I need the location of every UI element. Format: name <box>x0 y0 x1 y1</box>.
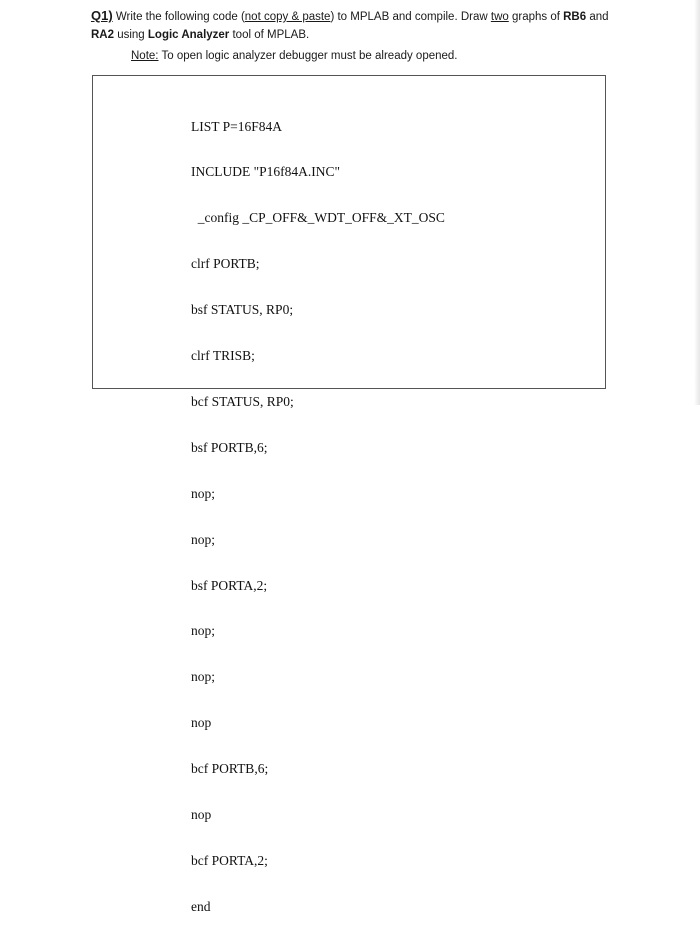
code-line: INCLUDE "P16f84A.INC" <box>191 164 341 180</box>
code-line: clrf TRISB; <box>191 348 255 364</box>
question-part-2: ) to MPLAB and compile. Draw <box>330 11 491 23</box>
code-line: LIST P=16F84A <box>191 118 283 134</box>
code-line: nop; <box>191 669 216 685</box>
code-line: nop; <box>191 485 216 501</box>
note-body: To open logic analyzer debugger must be already opened. <box>158 50 458 62</box>
code-line: end <box>191 898 211 914</box>
question-part-4: and <box>586 11 609 23</box>
code-box <box>92 75 606 914</box>
code-line: bcf PORTB,6; <box>191 761 269 777</box>
question-part-3: graphs of <box>508 11 564 23</box>
code-line: nop; <box>191 623 216 639</box>
question-part-1: Write the following code ( <box>112 11 245 23</box>
ra2-label: RA2 <box>91 29 115 41</box>
note-text <box>131 48 458 64</box>
code-line: bsf STATUS, RP0; <box>191 302 294 318</box>
note-label: Note: <box>131 50 159 62</box>
not-copy-phrase: not copy & paste <box>244 11 331 23</box>
code-line: bcf STATUS, RP0; <box>191 393 294 409</box>
code-line: _config _CP_OFF&_WDT_OFF&_XT_OSC <box>191 210 445 226</box>
question-number: Q1) <box>91 8 113 23</box>
code-line: bsf PORTA,2; <box>191 577 268 593</box>
code-line: nop; <box>191 531 216 547</box>
question-part-5: using <box>114 29 148 41</box>
code-line: bsf PORTB,6; <box>191 439 268 455</box>
code-line: clrf PORTB; <box>191 256 260 272</box>
code-line: bcf PORTA,2; <box>191 852 268 868</box>
code-line: nop <box>191 715 212 731</box>
question-text <box>91 7 651 44</box>
question-part-6: tool of MPLAB. <box>229 29 310 41</box>
page-edge-shadow <box>694 0 700 405</box>
rb6-label: RB6 <box>563 11 587 23</box>
two-word: two <box>490 11 509 23</box>
code-listing <box>191 88 445 945</box>
code-line: nop <box>191 806 212 822</box>
logic-analyzer-label: Logic Analyzer <box>147 29 230 41</box>
